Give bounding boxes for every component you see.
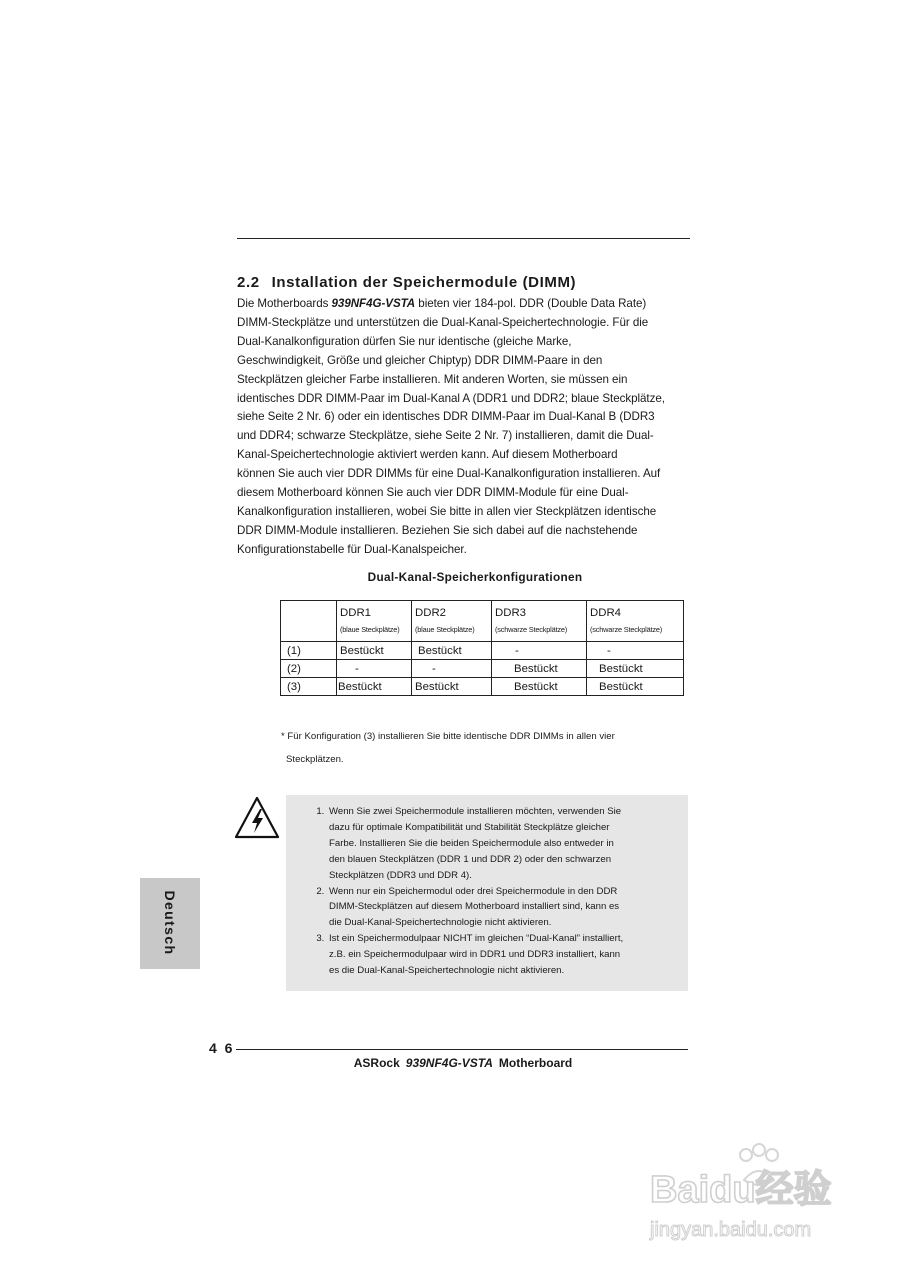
baidu-jingyan-watermark [646, 1140, 866, 1250]
watermark-text: Baidu经验 [650, 1169, 832, 1211]
bottom-divider [236, 1049, 688, 1050]
table-cell: Bestückt [337, 678, 412, 696]
table-cell: Bestückt [412, 642, 492, 660]
table-row [281, 660, 684, 678]
intro-line: Die Motherboards 939NF4G-VSTA bieten vier 184-pol. DDR (Double Data Rate) [237, 297, 647, 310]
watermark-url: jingyan.baidu.com [650, 1219, 812, 1241]
warning-triangle-graphic [234, 796, 280, 840]
column-header-ddr4: DDR4 (schwarze Steckplätze) [587, 601, 684, 642]
column-header-ddr1: DDR1 (blaue Steckplätze) [337, 601, 412, 642]
intro-line: Kanal-Speichertechnologie aktiviert werden kann. Auf diesem Motherboard [237, 448, 618, 462]
table-cell: Bestückt [587, 678, 684, 696]
table-row [281, 678, 684, 696]
intro-line: DIMM-Steckplätze und unterstützen die Dual-Kanal-Speichertechnologie. Für die [237, 315, 649, 329]
intro-line: DDR DIMM-Module installieren. Beziehen Sie sich dabei auf die nachstehende [237, 523, 638, 537]
intro-line: Geschwindigkeit, Größe und gleicher Chiptyp) DDR DIMM-Paare in den [237, 353, 603, 367]
table-cell: - [492, 642, 587, 660]
column-header-ddr3: DDR3 (schwarze Steckplätze) [492, 601, 587, 642]
page-number: 4 6 [209, 1040, 235, 1056]
dual-channel-config-table [280, 600, 684, 696]
column-header-ddr2: DDR2 (blaue Steckplätze) [412, 601, 492, 642]
note-item: 1. Wenn Sie zwei Speichermodule installieren möchten, verwenden Sie dazu für optimale Kompatibilität und Stabilität Steckplätze gleicher Farbe. Installieren Sie die beiden Speichermodule also entweder in den blauen Steckplätzen (DDR 1 und DDR 2) oder den schwarzen Steckplätzen (DDR3 und DDR 4). [327, 804, 688, 884]
intro-line: Steckplätzen gleicher Farbe installieren. Mit anderen Worten, sie müssen ein [237, 372, 628, 386]
section-heading [237, 274, 576, 291]
intro-line: identisches DDR DIMM-Paar im Dual-Kanal A (DDR1 und DDR2; blaue Steckplätze, [237, 391, 665, 405]
table-corner-cell [281, 601, 337, 642]
table-row [281, 642, 684, 660]
intro-line: diesem Motherboard können Sie auch vier DDR DIMM-Module für eine Dual- [237, 486, 629, 500]
table-cell: - [587, 642, 684, 660]
note-item: 3. Ist ein Speichermodulpaar NICHT im gleichen “Dual-Kanal” installiert, z.B. ein Speichermodulpaar wird in DDR1 und DDR3 installiert, kann es die Dual-Kanal-Speichertechnologie nicht aktivieren. [327, 931, 688, 979]
intro-line: Konfigurationstabelle für Dual-Kanalspeicher. [237, 542, 467, 556]
intro-paragraph [237, 295, 690, 560]
note-item: 2. Wenn nur ein Speichermodul oder drei Speichermodule in den DDR DIMM-Steckplätzen auf diesem Motherboard installiert sind, kann es die Dual-Kanal-Speichertechnologie nicht aktivieren. [327, 884, 688, 932]
table-header-row [281, 601, 684, 642]
table-cell: Bestückt [492, 678, 587, 696]
table-cell: Bestückt [587, 660, 684, 678]
section-number: 2.2 [237, 274, 260, 291]
notes-list [286, 795, 688, 979]
table-cell: - [412, 660, 492, 678]
intro-line: Kanalkonfiguration installieren, wobei Sie bitte in allen vier Steckplätzen identische [237, 504, 657, 518]
table-cell: Bestückt [337, 642, 412, 660]
model-name: 939NF4G-VSTA [331, 297, 416, 310]
warning-notes-box [286, 795, 688, 991]
footer-suffix: Motherboard [498, 1056, 573, 1070]
language-label: Deutsch [162, 890, 178, 956]
intro-line: siehe Seite 2 Nr. 6) oder ein identisches DDR DIMM-Paar im Dual-Kanal B (DDR3 [237, 410, 655, 424]
footnote-line: * Für Konfiguration (3) installieren Sie bitte identische DDR DIMMs in allen vier [281, 731, 615, 742]
table-cell: - [337, 660, 412, 678]
watermark-logo [646, 1140, 866, 1250]
page-footer [237, 1056, 689, 1070]
footer-brand: ASRock [353, 1056, 400, 1070]
row-id: (2) [281, 660, 337, 678]
row-id: (3) [281, 678, 337, 696]
table-cell: Bestückt [412, 678, 492, 696]
section-title: Installation der Speichermodule (DIMM) [271, 274, 577, 291]
top-divider [237, 238, 690, 239]
table-footnote [281, 725, 615, 771]
intro-line: Dual-Kanalkonfiguration dürfen Sie nur identische (gleiche Marke, [237, 334, 572, 348]
table-cell: Bestückt [492, 660, 587, 678]
table-title: Dual-Kanal-Speicherkonfigurationen [367, 570, 583, 584]
language-side-tab [140, 878, 200, 969]
intro-line: können Sie auch vier DDR DIMMs für eine Dual-Kanalkonfiguration installieren. Auf [237, 467, 661, 481]
footnote-line: Steckplätzen. [286, 754, 344, 765]
intro-line: und DDR4; schwarze Steckplätze, siehe Seite 2 Nr. 7) installieren, damit die Dual- [237, 429, 654, 443]
footer-model: 939NF4G-VSTA [405, 1056, 493, 1070]
high-voltage-warning-icon [234, 796, 280, 840]
row-id: (1) [281, 642, 337, 660]
